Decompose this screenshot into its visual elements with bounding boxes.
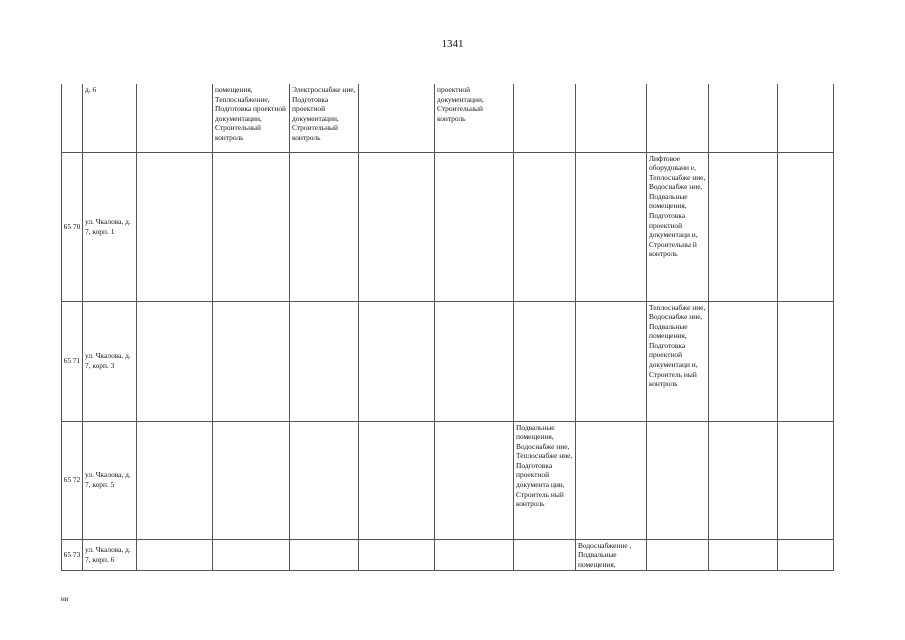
work-cell (778, 421, 834, 539)
work-cell (709, 152, 778, 301)
table-row (62, 152, 834, 301)
work-cell (576, 301, 647, 421)
work-cell (709, 84, 778, 152)
work-cell (647, 84, 709, 152)
row-number: 65 70 (62, 152, 83, 301)
work-cell (778, 301, 834, 421)
work-cell (576, 421, 647, 539)
work-cell: Водоснабжение , Подвальные помещения, (576, 539, 647, 571)
work-cell (137, 152, 213, 301)
row-number: 65 71 (62, 301, 83, 421)
work-cell (290, 152, 359, 301)
works-table (61, 84, 834, 571)
work-cell: Теплоснабже ние, Водоснабже ние, Подвальные помещения, Подготовка проектной документаци и, Строитель ный контроль (647, 301, 709, 421)
table-row (62, 539, 834, 571)
work-cell (137, 301, 213, 421)
work-cell (213, 421, 290, 539)
footer-note: ни (61, 595, 69, 603)
work-cell (359, 421, 435, 539)
work-cell (647, 421, 709, 539)
work-cell (709, 421, 778, 539)
work-cell (435, 301, 514, 421)
work-cell (359, 152, 435, 301)
work-cell (359, 301, 435, 421)
work-cell: помещения, Теплоснабжение, Подготовка проектной документации, Строительный контроль (213, 84, 290, 152)
work-cell (514, 301, 576, 421)
table-row (62, 84, 834, 152)
work-cell (514, 152, 576, 301)
row-number (62, 84, 83, 152)
work-cell: Электроснабже ние, Подготовка проектной документации, Строительный контроль (290, 84, 359, 152)
work-cell: Подвальные помещения, Водоснабже ние, Теплоснабже ние, Подготовка проектной документа ции, Строитель ный контроль (514, 421, 576, 539)
work-cell (778, 152, 834, 301)
work-cell (435, 421, 514, 539)
table-row (62, 301, 834, 421)
work-cell (576, 84, 647, 152)
work-cell (709, 539, 778, 571)
work-cell (137, 539, 213, 571)
work-cell (514, 84, 576, 152)
work-cell (213, 539, 290, 571)
work-cell: Лифтовое оборудовани е, Теплоснабже ние, Водоснабже ние, Подвальные помещения, Подготовка проектной документаци и, Строительны й контроль (647, 152, 709, 301)
address-cell: ул. Чкалова, д. 7, корп. 1 (83, 152, 137, 301)
work-cell (778, 539, 834, 571)
work-cell (213, 301, 290, 421)
page-number: 1341 (441, 38, 464, 50)
address-cell: ул. Чкалова, д. 7, корп. 3 (83, 301, 137, 421)
work-cell (290, 539, 359, 571)
work-cell (435, 152, 514, 301)
work-cell (359, 84, 435, 152)
work-cell: проектной документации, Строительный контроль (435, 84, 514, 152)
row-number: 65 73 (62, 539, 83, 571)
work-cell (213, 152, 290, 301)
work-cell (778, 84, 834, 152)
work-cell (290, 301, 359, 421)
work-cell (576, 152, 647, 301)
work-cell (514, 539, 576, 571)
address-cell: д. 6 (83, 84, 137, 152)
table-row (62, 421, 834, 539)
work-cell (435, 539, 514, 571)
address-cell: ул. Чкалова, д. 7, корп. 6 (83, 539, 137, 571)
address-cell: ул. Чкалова, д. 7, корп. 5 (83, 421, 137, 539)
work-cell (137, 84, 213, 152)
work-cell (290, 421, 359, 539)
work-cell (359, 539, 435, 571)
work-cell (709, 301, 778, 421)
work-cell (647, 539, 709, 571)
work-cell (137, 421, 213, 539)
row-number: 65 72 (62, 421, 83, 539)
